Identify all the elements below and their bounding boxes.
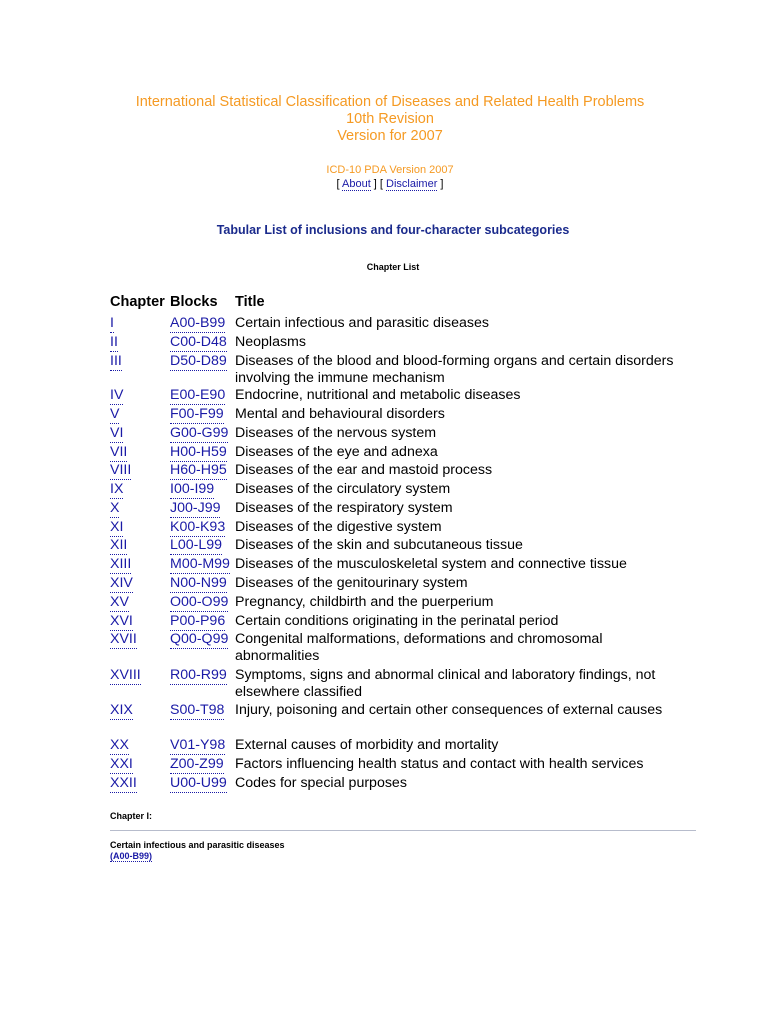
chapter-blocks-link[interactable]: G00-G99 xyxy=(170,425,229,441)
chapter-number-link[interactable]: XV xyxy=(110,594,129,610)
chapter-blocks-link[interactable]: U00-U99 xyxy=(170,775,227,791)
chapter-title: Codes for special purposes xyxy=(235,775,407,791)
chapter-blocks-link[interactable]: Q00-Q99 xyxy=(170,631,229,647)
chapter-number-link[interactable]: XI xyxy=(110,519,124,535)
chapter-title: Diseases of the digestive system xyxy=(235,519,442,535)
column-header-title: Title xyxy=(235,294,265,310)
chapter-blocks-link[interactable]: R00-R99 xyxy=(170,667,227,683)
chapter-i-label: Chapter I: xyxy=(110,811,153,821)
section-divider xyxy=(110,830,696,831)
chapter-number-link[interactable]: XIII xyxy=(110,556,132,572)
about-link[interactable]: About xyxy=(342,178,371,190)
chapter-number-link[interactable]: VII xyxy=(110,444,128,460)
chapter-number-link[interactable]: XII xyxy=(110,537,128,553)
info-links: [ About ] [ Disclaimer ] xyxy=(336,178,444,190)
chapter-blocks-link[interactable]: L00-L99 xyxy=(170,537,223,553)
chapter-blocks-link[interactable]: I00-I99 xyxy=(170,481,215,497)
chapter-title: Factors influencing health status and contact with health services xyxy=(235,756,644,772)
chapter-title: Certain conditions originating in the perinatal period xyxy=(235,613,559,629)
chapter-list-title: Chapter List xyxy=(366,262,420,272)
chapter-number-link[interactable]: X xyxy=(110,500,120,516)
header-title: International Statistical Classification of Diseases and Related Health Problems xyxy=(135,94,645,110)
chapter-title: External causes of morbidity and mortality xyxy=(235,737,499,753)
chapter-number-link[interactable]: IX xyxy=(110,481,124,497)
chapter-blocks-link[interactable]: C00-D48 xyxy=(170,334,227,350)
chapter-number-link[interactable]: III xyxy=(110,353,122,369)
chapter-blocks-link[interactable]: P00-P96 xyxy=(170,613,226,629)
chapter-title: Symptoms, signs and abnormal clinical and laboratory findings, not elsewhere classified xyxy=(235,667,656,700)
chapter-blocks-link[interactable]: E00-E90 xyxy=(170,387,226,403)
chapter-title: Endocrine, nutritional and metabolic diseases xyxy=(235,387,521,403)
chapter-blocks-link[interactable]: N00-N99 xyxy=(170,575,227,591)
disclaimer-link[interactable]: Disclaimer xyxy=(386,178,438,190)
chapter-number-link[interactable]: IV xyxy=(110,387,124,403)
header-version: Version for 2007 xyxy=(337,128,443,144)
chapter-number-link[interactable]: XIV xyxy=(110,575,133,591)
chapter-title: Congenital malformations, deformations and chromosomal abnormalities xyxy=(235,631,603,664)
chapter-i-title: Certain infectious and parasitic diseases xyxy=(110,840,285,850)
chapter-title: Diseases of the genitourinary system xyxy=(235,575,468,591)
header-revision: 10th Revision xyxy=(346,111,434,127)
column-header-blocks: Blocks xyxy=(170,294,218,310)
chapter-title: Diseases of the skin and subcutaneous tissue xyxy=(235,537,523,553)
chapter-number-link[interactable]: XIX xyxy=(110,702,133,718)
chapter-blocks-link[interactable]: D50-D89 xyxy=(170,353,227,369)
chapter-number-link[interactable]: XXI xyxy=(110,756,133,772)
chapter-title: Diseases of the musculoskeletal system and connective tissue xyxy=(235,556,627,572)
chapter-blocks-link[interactable]: H60-H95 xyxy=(170,462,227,478)
chapter-blocks-link[interactable]: J00-J99 xyxy=(170,500,221,516)
chapter-title: Pregnancy, childbirth and the puerperium xyxy=(235,594,494,610)
chapter-blocks-link[interactable]: F00-F99 xyxy=(170,406,224,422)
chapter-number-link[interactable]: V xyxy=(110,406,120,422)
chapter-blocks-link[interactable]: Z00-Z99 xyxy=(170,756,224,772)
pda-version: ICD-10 PDA Version 2007 xyxy=(326,164,454,176)
tabular-list-title: Tabular List of inclusions and four-character subcategories xyxy=(216,223,570,237)
chapter-title: Diseases of the nervous system xyxy=(235,425,437,441)
chapter-blocks-link[interactable]: V01-Y98 xyxy=(170,737,226,753)
chapter-number-link[interactable]: XVI xyxy=(110,613,133,629)
chapter-title: Certain infectious and parasitic diseases xyxy=(235,315,489,331)
chapter-number-link[interactable]: VI xyxy=(110,425,124,441)
chapter-number-link[interactable]: II xyxy=(110,334,118,350)
column-header-chapter: Chapter xyxy=(110,294,165,310)
chapter-blocks-link[interactable]: A00-B99 xyxy=(170,315,226,331)
chapter-title: Diseases of the blood and blood-forming organs and certain disorders involving the immune mechanism xyxy=(235,353,674,386)
chapter-number-link[interactable]: XX xyxy=(110,737,129,753)
chapter-title: Diseases of the respiratory system xyxy=(235,500,453,516)
chapter-title: Mental and behavioural disorders xyxy=(235,406,445,422)
chapter-title: Injury, poisoning and certain other consequences of external causes xyxy=(235,702,663,718)
version-info xyxy=(0,163,768,191)
chapter-number-link[interactable]: XVII xyxy=(110,631,137,647)
chapter-title: Diseases of the ear and mastoid process xyxy=(235,462,493,478)
chapter-title: Diseases of the circulatory system xyxy=(235,481,451,497)
chapter-blocks-link[interactable]: M00-M99 xyxy=(170,556,230,572)
chapter-number-link[interactable]: XVIII xyxy=(110,667,141,683)
chapter-i-range-link[interactable]: (A00-B99) xyxy=(110,851,153,861)
chapter-blocks-link[interactable]: S00-T98 xyxy=(170,702,225,718)
chapter-blocks-link[interactable]: H00-H59 xyxy=(170,444,227,460)
chapter-title: Neoplasms xyxy=(235,334,306,350)
document-header xyxy=(0,94,768,145)
chapter-number-link[interactable]: I xyxy=(110,315,114,331)
chapter-blocks-link[interactable]: O00-O99 xyxy=(170,594,229,610)
chapter-number-link[interactable]: XXII xyxy=(110,775,137,791)
chapter-blocks-link[interactable]: K00-K93 xyxy=(170,519,226,535)
chapter-number-link[interactable]: VIII xyxy=(110,462,132,478)
chapter-title: Diseases of the eye and adnexa xyxy=(235,444,438,460)
